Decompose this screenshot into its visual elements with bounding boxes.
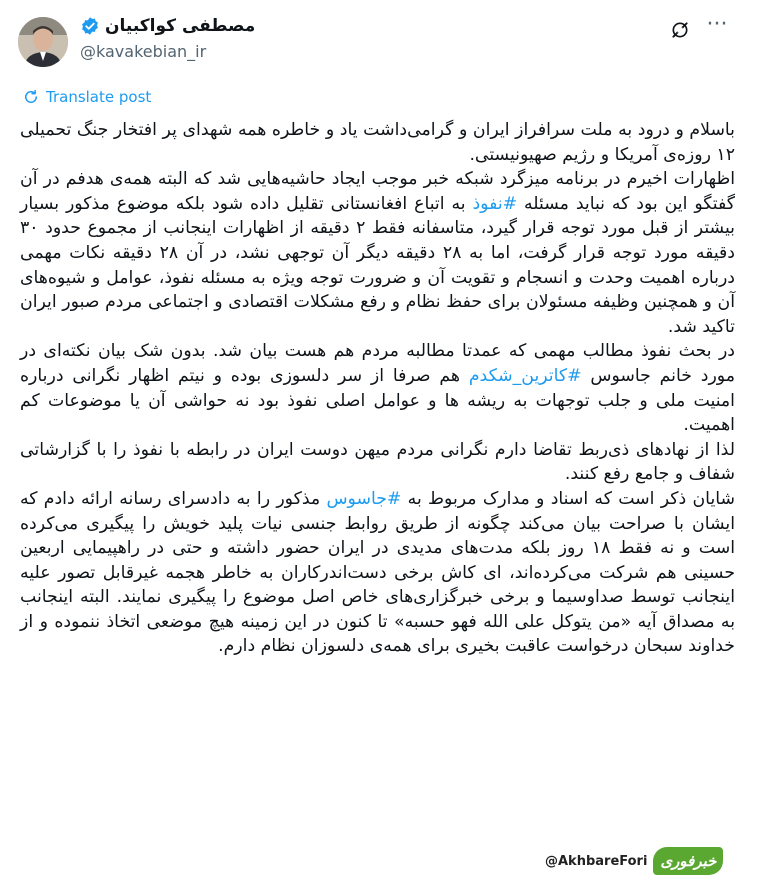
- avatar-image: [18, 17, 68, 67]
- post-paragraph: [20, 438, 735, 487]
- post-text-span: شایان ذکر است که اسناد و مدارک مربوط به: [401, 488, 735, 509]
- post-paragraph: [20, 487, 735, 659]
- post-text-span: هم صرفا از سر دلسوزی بوده و نیتم اظهار نگرانی درباره امنیت ملی و جلب توجهات به ریشه ها و عوامل اصلی نفوذ بود نه حواشی آن یا موضوعات کم اهمیت.: [20, 365, 735, 436]
- post-text-span: به اتباع افغانستانی تقلیل داده شود بلکه موضوع مذکور بسیار بیشتر از قبل مورد توجه قرار گیرد، متاسفانه فقط ۲ دقیقه از اظهارات اینجانب از مجموع حدود ۳۰ دقیقه مورد توجه قرار گرفت، اما به ۲۸ دقیقه دیگر آن توجهی نشد، در آن ۲۸ دقیقه نکات مهمی درباره اهمیت وحدت و انسجام و تقویت آن و ضرورت توجه ویژه به مسئله نفوذ، عوامل و شیوه‌های آن و همچنین وظیفه مسئولان برای حفظ نظام و رفع مشکلات اقتصادی و اجتماعی مردم صبور ایران تاکید شد.: [20, 193, 735, 337]
- grok-icon[interactable]: [670, 20, 690, 40]
- author-block: [80, 16, 255, 61]
- watermark-handle: @AkhbareFori: [545, 853, 648, 869]
- post-body: [20, 118, 735, 659]
- avatar[interactable]: [18, 17, 68, 67]
- post-paragraph: [20, 167, 735, 339]
- post-paragraph: [20, 339, 735, 437]
- watermark: [545, 847, 723, 875]
- verified-badge-icon: [80, 16, 100, 36]
- more-icon[interactable]: ···: [706, 12, 728, 37]
- author-name[interactable]: مصطفی کواکبیان: [105, 16, 256, 36]
- post-text-span: لذا از نهادهای ذی‌ربط تقاضا دارم نگرانی مردم میهن دوست ایران در رابطه با نفوذ را با گزارشاتی شفاف و جامع رفع کنند.: [20, 439, 735, 485]
- post-text-span: مذکور را به دادسرای رسانه ارائه دادم که ایشان با صراحت بیان می‌کند چگونه از طریق روابط جنسی نیات پلید خویش را پیگیری می‌کرده است و نه فقط ۱۸ روز بلکه مدت‌های مدیدی در ایران حضور داشته و حتی در راهپیمایی اربعین حسینی هم شرکت می‌کرده‌اند، ای کاش برخی دست‌اندرکاران به خاطر هجمه غیرقابل تصور علیه اینجانب توسط صداوسیما و برخی خبرگزاری‌های خاص اصل موضوع را پیگیری نمایند. البته اینجانب به مصداق آیه «من یتوکل علی الله فهو حسبه» تا کنون در این زمینه هیچ موضعی اتخاذ ننموده و از خداوند سبحان درخواست عاقبت بخیری برای همه‌ی دلسوزان نظام دارم.: [20, 488, 736, 657]
- hashtag-link[interactable]: #جاسوس: [326, 488, 402, 509]
- author-handle[interactable]: @kavakebian_ir: [80, 42, 207, 61]
- translate-label: Translate post: [46, 88, 152, 106]
- author-name-row: [80, 16, 255, 36]
- post-header: [0, 0, 757, 80]
- hashtag-link[interactable]: #کاترین_شکدم: [468, 365, 582, 386]
- post-text-span: اظهارات اخیرم در برنامه میزگرد شبکه خبر موجب ایجاد حاشیه‌هایی شد که البته همه‌ی هدفم در آن گفتگو این بود که نباید مسئله: [20, 169, 735, 214]
- post-paragraph: [20, 118, 735, 167]
- post-text-span: باسلام و درود به ملت سرافراز ایران و گرامی‌داشت یاد و خاطره همه شهدای پر افتخار جنگ تحمیلی ۱۲ روزه‌ی آمریکا و رژیم صهیونیستی.: [20, 120, 735, 165]
- watermark-logo: خبرفوری: [653, 847, 723, 875]
- post-text-span: در بحث نفوذ مطالب مهمی که عمدتا مطالبه مردم هم هست بیان شد. بدون شک بیان نکته‌ای در مورد خانم جاسوس: [20, 341, 735, 386]
- hashtag-link[interactable]: #نفوذ: [472, 193, 518, 214]
- translate-icon: [22, 88, 40, 106]
- translate-post-link[interactable]: [22, 88, 151, 106]
